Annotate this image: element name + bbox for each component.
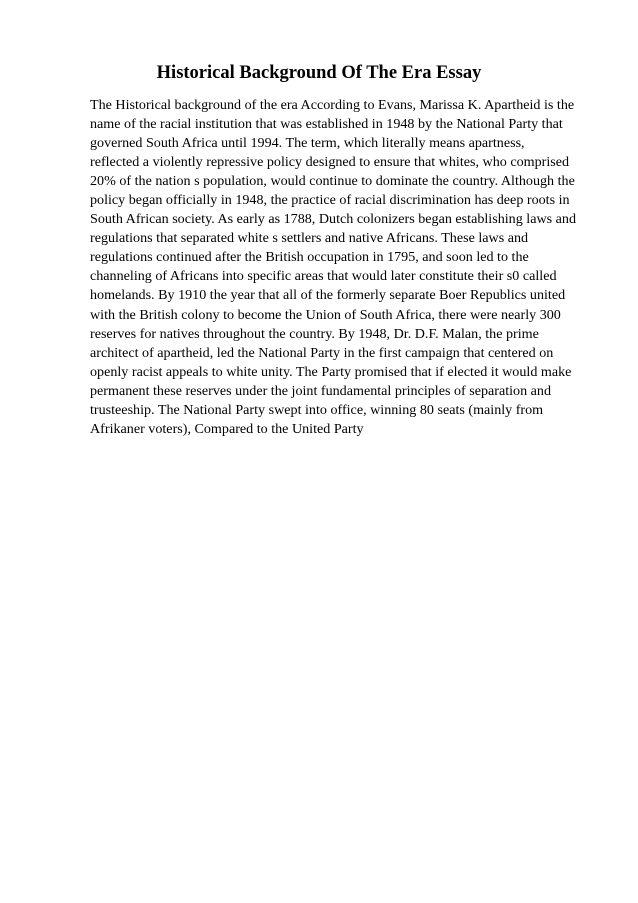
essay-line: reserves for natives throughout the country. By 1948, Dr. D.F. Malan, the prime	[90, 325, 539, 342]
essay-line: homelands. By 1910 the year that all of the formerly separate Boer Republics united	[90, 287, 566, 304]
essay-line: South African society. As early as 1788, Dutch colonizers began establishing laws and	[90, 211, 576, 228]
essay-line: channeling of Africans into specific areas that would later constitute their s0 called	[90, 268, 557, 285]
essay-line: The Historical background of the era According to Evans, Marissa K. Apartheid is the	[90, 97, 575, 113]
essay-line: policy began officially in 1948, the practice of racial discrimination has deep roots in	[90, 192, 570, 209]
essay-line: regulations that separated white s settlers and native Africans. These laws and	[90, 230, 529, 247]
essay-line: Afrikaner voters), Compared to the United Party	[90, 420, 364, 437]
essay-line: architect of apartheid, led the National Party in the first campaign that centered on	[90, 344, 554, 361]
essay-line: openly racist appeals to white unity. The Party promised that if elected it would make	[90, 363, 572, 380]
essay-line: name of the racial institution that was established in 1948 by the National Party that	[90, 116, 563, 133]
essay-body	[90, 96, 610, 439]
essay-line: 20% of the nation s population, would continue to dominate the country. Although the	[90, 173, 575, 190]
essay-line: governed South Africa until 1994. The term, which literally means apartness,	[90, 135, 525, 152]
essay-line: permanent these reserves under the joint fundamental principles of separation and	[90, 382, 552, 399]
document-title: Historical Background Of The Era Essay	[156, 63, 482, 83]
essay-line: trusteeship. The National Party swept into office, winning 80 seats (mainly from	[90, 401, 544, 418]
essay-line: reflected a violently repressive policy designed to ensure that whites, who comprised	[90, 154, 570, 171]
essay-line: with the British colony to become the Union of South Africa, there were nearly 300	[90, 306, 561, 323]
essay-line: regulations continued after the British occupation in 1795, and soon led to the	[90, 249, 529, 266]
